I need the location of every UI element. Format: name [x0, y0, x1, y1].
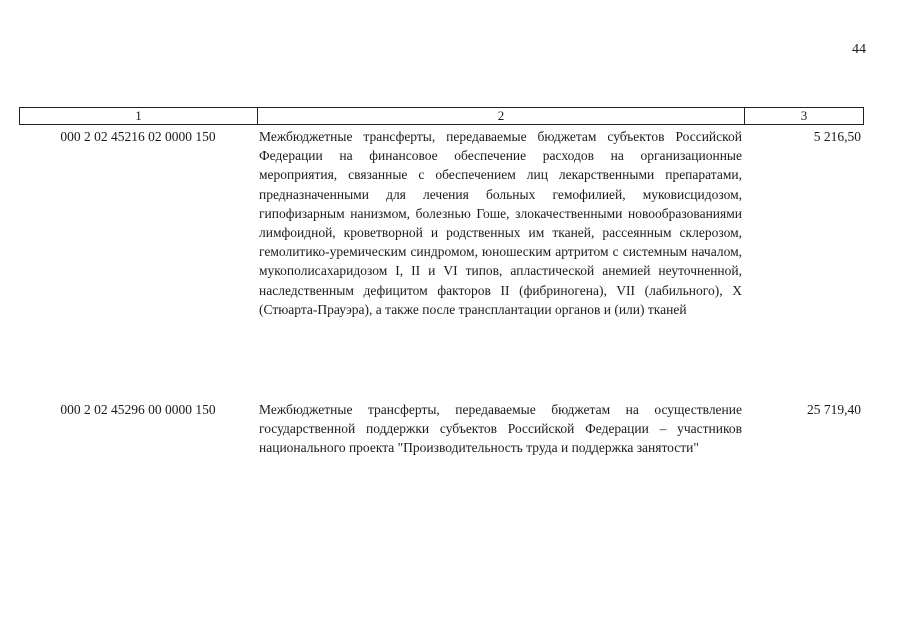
column-header-1: 1: [20, 108, 258, 124]
budget-code: 000 2 02 45216 02 0000 150: [60, 129, 216, 144]
column-header-2: 2: [258, 108, 745, 124]
row-description: Межбюджетные трансферты, передаваемые бюджетам субъектов Российской Федерации на финансовое обеспечение расходов на организационные мероприятия, связанные с обеспечением лиц лекарственными препаратами, предназначенными для лечения больных гемофилией, муковисцидозом, гипофизарным нанизмом, болезнью Гоше, злокачественными новообразованиями лимфоидной, кроветворной и родственных им тканей, рассеянным склерозом, гемолитико-уремическим синдромом, юношеским артритом с системным началом, мукополисахаридозом I, II и VI типов, апластической анемией неуточненной, наследственным дефицитом факторов II (фибриногена), VII (лабильного), X (Стюарта-Прауэра), а также после трансплантации органов и (или) тканей: [259, 129, 742, 317]
row-amount: 5 216,50: [813, 129, 861, 144]
row-description: Межбюджетные трансферты, передаваемые бюджетам на осуществление государственной поддержки субъектов Российской Федерации – участников национального проекта "Производительность труда и поддержка занятости": [259, 402, 742, 456]
table-header: [19, 107, 864, 125]
column-header-3: 3: [800, 108, 808, 123]
budget-code: 000 2 02 45296 00 0000 150: [60, 402, 216, 417]
row-amount: 25 719,40: [807, 402, 861, 417]
page-number: 44: [852, 42, 866, 57]
